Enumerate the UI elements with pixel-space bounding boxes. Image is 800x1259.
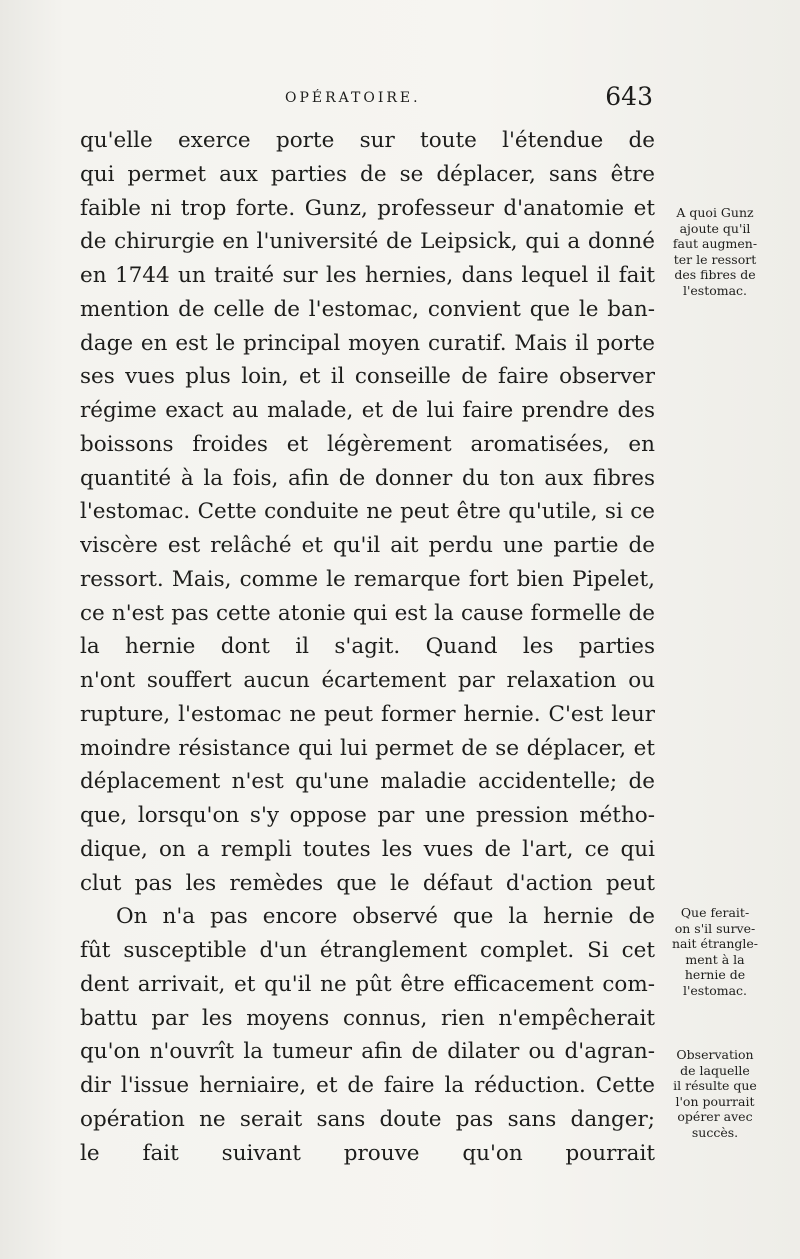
margin-note-line: ajoute qu'il xyxy=(679,220,751,236)
margin-note-line: Que ferait- xyxy=(680,905,750,920)
body-text xyxy=(80,124,655,1170)
margin-note-line: nait étrangle- xyxy=(671,936,759,951)
text-line: clut pas les remèdes que le défaut d'action peut xyxy=(80,870,655,896)
margin-note-line: il résulte que xyxy=(673,1078,757,1093)
margin-note-line: hernie de xyxy=(684,967,746,982)
margin-note-line: l'estomac. xyxy=(682,982,748,998)
text-line: battu par les moyens connus, rien n'empêcherait xyxy=(80,1005,655,1031)
text-line: l'estomac. Cette conduite ne peut être qu'utile, si ce xyxy=(80,499,655,525)
text-line: dent arrivait, et qu'il ne pût être efficacement com- xyxy=(80,971,655,997)
page-number: 643 xyxy=(605,82,653,111)
text-line: viscère est relâché et qu'il ait perdu une partie de xyxy=(80,533,655,558)
margin-note-line: on s'il surve- xyxy=(674,920,756,936)
text-line: ce n'est pas cette atonie qui est la cause formelle de xyxy=(80,600,655,626)
text-line: fût susceptible d'un étranglement complet. Si cet xyxy=(80,938,655,963)
margin-note-strangulation xyxy=(660,905,770,998)
text-line: moindre résistance qui lui permet de se déplacer, et xyxy=(80,735,655,761)
text-line: rupture, l'estomac ne peut former hernie. C'est leur xyxy=(80,701,655,727)
text-line: n'ont souffert aucun écartement par relaxation ou xyxy=(80,668,655,693)
margin-note-observation xyxy=(660,1047,770,1140)
paragraph-start-line: On n'a pas encore observé que la hernie de xyxy=(116,904,655,930)
margin-note-line: l'on pourrait xyxy=(675,1093,755,1109)
text-line: quantité à la fois, afin de donner du ton aux fibres xyxy=(80,465,655,491)
text-line: faible ni trop forte. Gunz, professeur d'anatomie et xyxy=(80,195,655,221)
text-line: mention de celle de l'estomac, convient que le ban- xyxy=(80,296,655,322)
margin-note-line: opérer avec xyxy=(677,1109,753,1124)
margin-note-line: l'estomac. xyxy=(682,282,748,298)
text-line: qui permet aux parties de se déplacer, sans être xyxy=(80,161,655,187)
margin-note-line: faut augmen- xyxy=(672,236,758,251)
text-line: de chirurgie en l'université de Leipsick, qui a donné xyxy=(80,229,655,255)
margin-note-line: succès. xyxy=(691,1124,739,1140)
running-head xyxy=(80,82,655,118)
text-line: que, lorsqu'on s'y oppose par une pression métho- xyxy=(80,803,655,828)
text-line: qu'elle exerce porte sur toute l'étendue de xyxy=(80,128,655,153)
running-head-title: OPÉRATOIRE. xyxy=(285,90,421,106)
text-line: en 1744 un traité sur les hernies, dans lequel il fait xyxy=(80,263,655,288)
text-line: opération ne serait sans doute pas sans danger; xyxy=(80,1106,655,1132)
text-line: ressort. Mais, comme le remarque fort bien Pipelet, xyxy=(80,566,655,592)
margin-note-line: ment à la xyxy=(685,951,745,967)
text-line: dage en est le principal moyen curatif. Mais il porte xyxy=(80,330,655,356)
margin-note-line: Observation xyxy=(676,1047,754,1062)
text-line: ses vues plus loin, et il conseille de faire observer xyxy=(80,364,655,390)
margin-note-line: A quoi Gunz xyxy=(676,205,754,220)
text-line: dique, on a rempli toutes les vues de l'art, ce qui xyxy=(80,836,655,862)
text-line: régime exact au malade, et de lui faire prendre des xyxy=(80,398,655,423)
text-line: dir l'issue herniaire, et de faire la réduction. Cette xyxy=(80,1073,655,1098)
margin-note-line: des fibres de xyxy=(674,267,756,282)
text-line: qu'on n'ouvrît la tumeur afin de dilater ou d'agran- xyxy=(80,1039,655,1065)
margin-note-gunz xyxy=(660,205,770,298)
margin-note-line: de laquelle xyxy=(680,1062,750,1078)
text-line: déplacement n'est qu'une maladie accidentelle; de xyxy=(80,769,655,795)
text-line: le fait suivant prouve qu'on pourrait xyxy=(80,1140,655,1166)
margin-note-line: ter le ressort xyxy=(673,251,757,267)
text-line: la hernie dont il s'agit. Quand les parties xyxy=(80,634,655,660)
text-line: boissons froides et légèrement aromatisées, en xyxy=(80,431,655,457)
